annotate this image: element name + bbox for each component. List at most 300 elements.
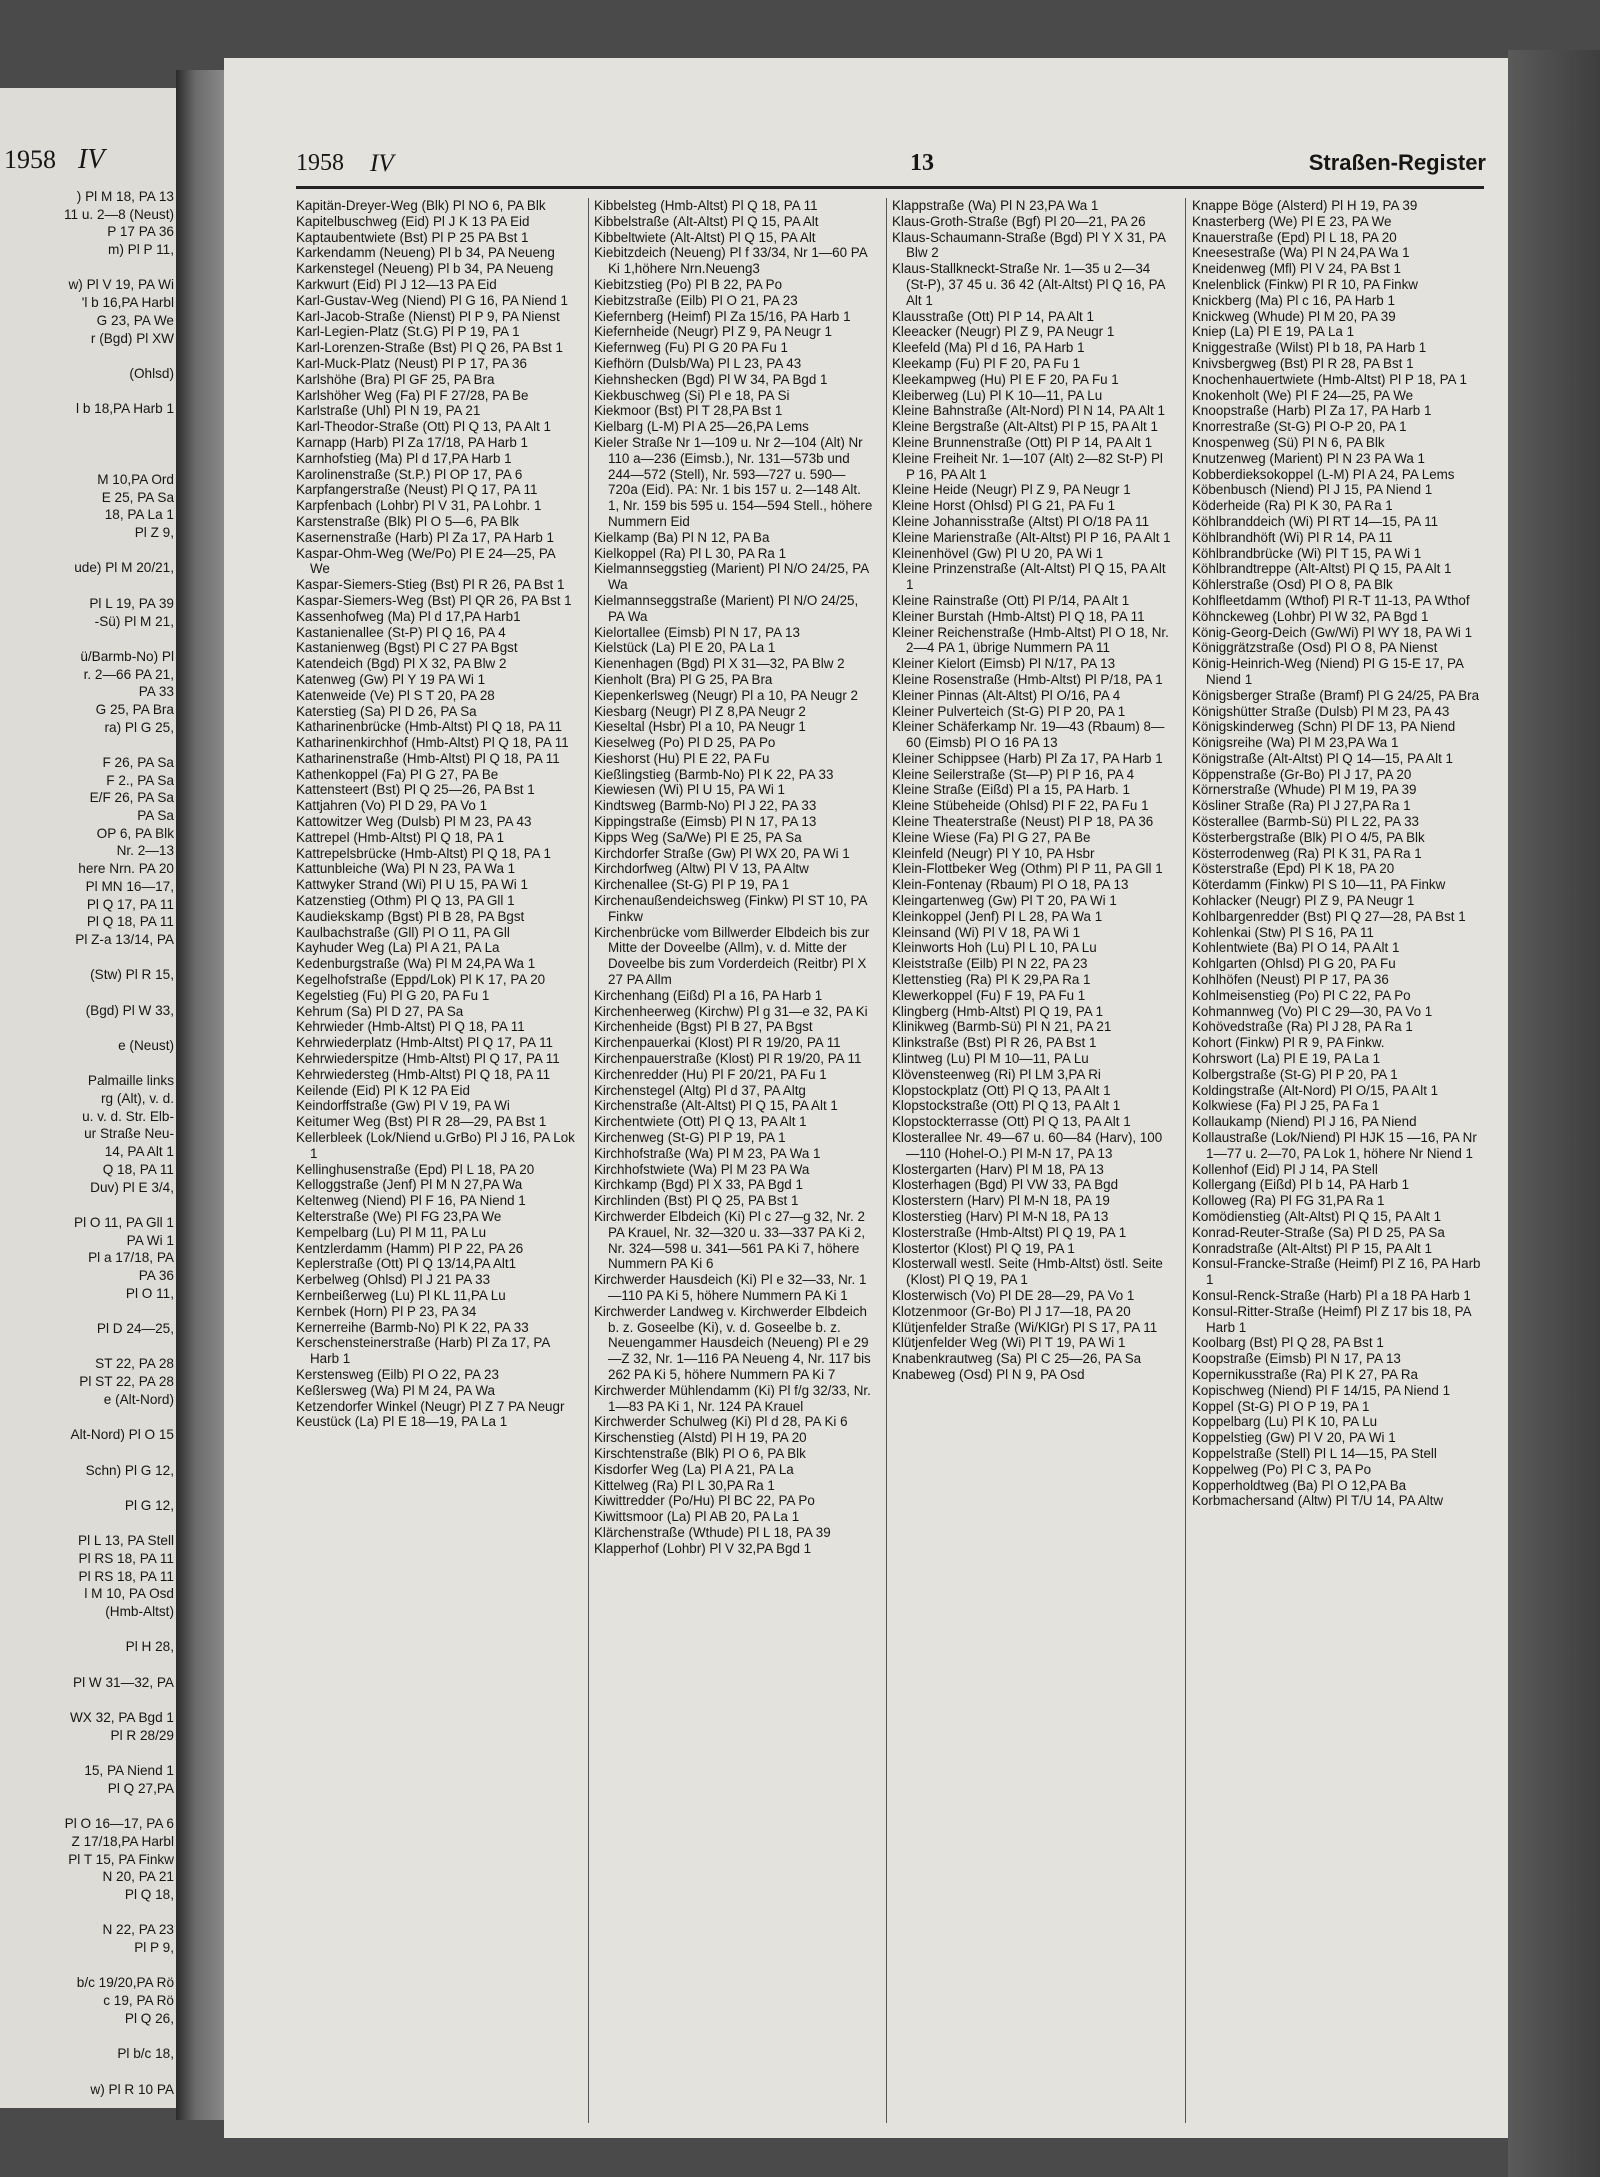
street-entry: Koppelstraße (Stell) Pl L 14—15, PA Stell <box>1192 1445 1437 1461</box>
left-page-line <box>0 1957 174 1975</box>
left-page-line: (Bgd) Pl W 33, <box>85 1002 174 1018</box>
street-entry: Kegelstieg (Fu) Pl G 20, PA Fu 1 <box>296 987 490 1003</box>
street-entry: Kleiner Pulverteich (St-G) Pl P 20, PA 1 <box>892 703 1126 719</box>
street-entry: Kohlentwiete (Ba) Pl O 14, PA Alt 1 <box>1192 940 1400 956</box>
street-entry: Klosterallee Nr. 49—67 u. 60—84 (Harv), 100—110 (Hohel-O.) Pl M-N 17, PA 13 <box>892 1130 1163 1161</box>
street-entry: König-Georg-Deich (Gw/Wi) Pl WY 18, PA Wi 1 <box>1192 624 1473 640</box>
left-page-line: -Sü) Pl M 21, <box>94 613 174 629</box>
street-entry: Kernbeißerweg (Lu) Pl KL 11,PA Lu <box>296 1287 506 1303</box>
street-entry: Kathenkoppel (Fa) Pl G 27, PA Be <box>296 766 499 782</box>
left-page-line: Pl b/c 18, <box>117 2046 174 2062</box>
street-entry: Kirchhofstwiete (Wa) Pl M 23 PA Wa <box>594 1161 810 1177</box>
street-entry: Kibbelsteg (Hmb-Altst) Pl Q 18, PA 11 <box>594 198 818 213</box>
street-entry: Keßlersweg (Wa) Pl M 24, PA Wa <box>296 1382 495 1398</box>
street-entry: Kempelbarg (Lu) Pl M 11, PA Lu <box>296 1224 487 1240</box>
left-page-line: Pl Z 9, <box>134 525 174 541</box>
left-page-line: OP 6, PA Blk <box>96 825 174 841</box>
left-page-line: 15, PA Niend 1 <box>84 1763 174 1779</box>
street-entry: Kirchenbrücke vom Billwerder Elbdeich bis zur Mitte der Doveelbe (Allm), v. d. Mitte der Doveelbe bis zum Vorderdeich (Reitbr) Pl X 27 PA Allm <box>594 924 870 988</box>
street-entry: Kaspar-Ohm-Weg (We/Po) Pl E 24—25, PA We <box>296 545 555 577</box>
street-entry: Kassenhofweg (Ma) Pl d 17,PA Harb1 <box>296 608 521 624</box>
left-page-line: ur Straße Neu- <box>84 1126 174 1142</box>
left-page-line: Pl Q 27,PA <box>107 1780 174 1796</box>
street-entry: Kirchenheerweg (Kirchw) Pl g 31—e 32, PA Ki <box>594 1003 868 1019</box>
header-year: 1958 <box>296 150 344 176</box>
left-page-line: 18, PA La 1 <box>104 507 174 523</box>
street-entry: Kniggestraße (Wilst) Pl b 18, PA Harb 1 <box>1192 340 1427 356</box>
street-entry: Kirchenheide (Bgst) Pl B 27, PA Bgst <box>594 1019 813 1035</box>
street-entry: Karpfenbach (Lohbr) Pl V 31, PA Lohbr. 1 <box>296 498 542 514</box>
register-columns <box>296 198 1486 2128</box>
left-page-line: l b 18,PA Harb 1 <box>76 401 174 417</box>
street-entry: Kattrepelsbrücke (Hmb-Altst) Pl Q 18, PA 1 <box>296 845 552 861</box>
left-page-line: Pl D 24—25, <box>96 1321 174 1336</box>
street-entry: Kollenhof (Eid) Pl J 14, PA Stell <box>1192 1161 1378 1177</box>
street-entry: Kleinsand (Wi) Pl V 18, PA Wi 1 <box>892 924 1081 940</box>
left-page-line: F 2., PA Sa <box>106 772 174 788</box>
street-entry: Kobberdieksokoppel (L-M) Pl A 24, PA Lems <box>1192 466 1455 482</box>
left-page-line: Pl W 31—32, PA <box>73 1674 174 1690</box>
street-entry: Koppelweg (Po) Pl C 3, PA Po <box>1192 1461 1372 1477</box>
street-entry: Kirschenstieg (Alstd) Pl H 19, PA 20 <box>594 1430 807 1446</box>
scan-background <box>1508 50 1600 2177</box>
left-page-line <box>0 453 174 471</box>
street-entry: Kleine Bahnstraße (Alt-Nord) Pl N 14, PA Alt 1 <box>892 403 1165 419</box>
street-entry: Knelenblick (Finkw) Pl R 10, PA Finkw <box>1192 276 1418 292</box>
street-entry: Kösterallee (Barmb-Sü) Pl L 22, PA 33 <box>1192 814 1420 830</box>
left-page-line: Pl O 11, PA Gll 1 <box>74 1214 174 1230</box>
left-page-line: ST 22, PA 28 <box>95 1356 174 1372</box>
left-page-lines <box>0 188 174 2098</box>
street-entry: Königshütter Straße (Dulsb) Pl M 23, PA 43 <box>1192 703 1450 719</box>
street-entry: Keitumer Weg (Bst) Pl R 28—29, PA Bst 1 <box>296 1114 547 1130</box>
register-column-2 <box>594 198 874 2123</box>
page-header <box>296 150 1486 188</box>
street-entry: Kirchenallee (St-G) Pl P 19, PA 1 <box>594 877 790 893</box>
street-entry: Kaulbachstraße (Gll) Pl O 11, PA Gll <box>296 924 510 940</box>
street-entry: Kehrwiedersteg (Hmb-Altst) Pl Q 18, PA 11 <box>296 1066 551 1082</box>
street-entry: Kiekbuschweg (Si) Pl e 18, PA Si <box>594 387 790 403</box>
street-entry: Kleine Johannisstraße (Altst) Pl O/18 PA 11 <box>892 513 1150 529</box>
street-entry: Kentzlerdamm (Hamm) Pl P 22, PA 26 <box>296 1240 524 1256</box>
register-column-4 <box>1192 198 1484 2123</box>
street-entry: Klappstraße (Wa) Pl N 23,PA Wa 1 <box>892 198 1099 213</box>
left-page-line: Pl H 28, <box>125 1639 174 1655</box>
street-entry: Kiepenkerlsweg (Neugr) Pl a 10, PA Neugr 2 <box>594 687 858 703</box>
street-entry: Knabenkrautweg (Sa) Pl C 25—26, PA Sa <box>892 1351 1142 1367</box>
left-page-line: F 26, PA Sa <box>102 755 174 770</box>
left-page-line <box>0 1745 174 1763</box>
left-page-line: ra) Pl G 25, <box>104 719 174 735</box>
street-entry: Kiefernweg (Fu) Pl G 20 PA Fu 1 <box>594 340 788 356</box>
street-entry: Kelterstraße (We) Pl FG 23,PA We <box>296 1209 502 1224</box>
street-entry: Klettenstieg (Ra) Pl K 29,PA Ra 1 <box>892 972 1091 988</box>
street-entry: Klostergarten (Harv) Pl M 18, PA 13 <box>892 1161 1104 1177</box>
street-entry: Karpfangerstraße (Neust) Pl Q 17, PA 11 <box>296 482 538 498</box>
header-volume: IV <box>370 150 394 177</box>
street-entry: Klövensteenweg (Ri) Pl LM 3,PA Ri <box>892 1066 1101 1082</box>
street-entry: Keindorffstraße (Gw) Pl V 19, PA Wi <box>296 1098 510 1114</box>
left-page-line: Duv) Pl E 3/4, <box>90 1179 174 1195</box>
street-entry: Karl-Gustav-Weg (Niend) Pl G 16, PA Niend 1 <box>296 292 568 308</box>
street-entry: Kirchwerder Elbdeich (Ki) Pl c 27—g 32, Nr. 2 PA Krauel, Nr. 32—320 u. 33—337 PA Ki 2, Nr. 324—598 u. 341—561 PA Ki 7, höhere Nummern PA Ki 6 <box>594 1209 866 1272</box>
left-page-line: E/F 26, PA Sa <box>89 790 174 806</box>
street-entry: Klinikweg (Barmb-Sü) Pl N 21, PA 21 <box>892 1019 1112 1035</box>
left-page-line <box>0 1621 174 1639</box>
street-entry: Koopstraße (Eimsb) Pl N 17, PA 13 <box>1192 1351 1401 1367</box>
street-entry: Kienholt (Bra) Pl G 25, PA Bra <box>594 671 773 687</box>
page-title: Straßen-Register <box>1308 150 1486 175</box>
street-entry: König-Heinrich-Weg (Niend) Pl G 15-E 17, PA Niend 1 <box>1192 656 1464 687</box>
street-entry: Klosterwall westl. Seite (Hmb-Altst) östl. Seite (Klost) Pl Q 19, PA 1 <box>892 1256 1163 1288</box>
street-entry: Klaus-Groth-Straße (Bgf) Pl 20—21, PA 26 <box>892 213 1146 229</box>
street-entry: Karstenstraße (Blk) Pl O 5—6, PA Blk <box>296 513 519 529</box>
street-entry: Kopischweg (Niend) Pl F 14/15, PA Niend 1 <box>1192 1382 1451 1398</box>
street-entry: Klostertor (Klost) Pl Q 19, PA 1 <box>892 1240 1075 1256</box>
street-entry: Knivsbergweg (Bst) Pl R 28, PA Bst 1 <box>1192 355 1414 371</box>
left-page-line: PA 36 <box>138 1267 174 1283</box>
street-entry: Klosterstraße (Hmb-Altst) Pl Q 19, PA 1 <box>892 1224 1127 1240</box>
street-entry: Kehrwieder (Hmb-Altst) Pl Q 18, PA 11 <box>296 1019 525 1035</box>
left-page-line <box>0 1798 174 1816</box>
street-entry: Köhlbranddeich (Wi) Pl RT 14—15, PA 11 <box>1192 513 1439 529</box>
left-page-line: E 25, PA Sa <box>101 489 174 505</box>
street-entry: Kleine Brunnenstraße (Ott) Pl P 14, PA Alt 1 <box>892 434 1153 450</box>
left-page-line: WX 32, PA Bgd 1 <box>69 1710 174 1726</box>
street-entry: Kleine Horst (Ohlsd) Pl G 21, PA Fu 1 <box>892 498 1116 514</box>
street-entry: Kirchenpauerstraße (Klost) Pl R 19/20, PA 11 <box>594 1051 862 1067</box>
street-entry: Kindtsweg (Barmb-No) Pl J 22, PA 33 <box>594 798 817 814</box>
street-entry: Knospenweg (Sü) Pl N 6, PA Blk <box>1192 434 1385 450</box>
left-page-line: rg (Alt), v. d. <box>100 1091 174 1107</box>
street-entry: Kirschtenstraße (Blk) Pl O 6, PA Blk <box>594 1445 806 1461</box>
street-entry: Kayhuder Weg (La) Pl A 21, PA La <box>296 940 500 956</box>
left-page-line: r. 2—66 PA 21, <box>83 666 174 682</box>
street-entry: Kerstensweg (Eilb) Pl O 22, PA 23 <box>296 1366 499 1382</box>
street-entry: Kirchenstegel (Altg) Pl d 37, PA Altg <box>594 1082 806 1098</box>
street-entry: Klingberg (Hmb-Altst) Pl Q 19, PA 1 <box>892 1003 1104 1019</box>
left-page-line: Pl Q 26, <box>124 2010 174 2026</box>
street-entry: Kollergang (Eißd) Pl b 14, PA Harb 1 <box>1192 1177 1410 1193</box>
street-entry: Karkenstegel (Neueng) Pl b 34, PA Neueng <box>296 261 554 277</box>
street-entry: Kleine Straße (Eißd) Pl a 15, PA Harb. 1 <box>892 782 1130 798</box>
left-page-line <box>0 1691 174 1709</box>
left-page-line <box>0 1444 174 1462</box>
left-page-line: Pl a 17/18, PA <box>88 1250 174 1266</box>
street-entry: Koolbarg (Bst) Pl Q 28, PA Bst 1 <box>1192 1335 1384 1351</box>
left-page-line: G 25, PA Bra <box>95 701 174 717</box>
street-entry: Kiefernberg (Heimf) Pl Za 15/16, PA Harb 1 <box>594 308 851 324</box>
street-entry: Koldingstraße (Alt-Nord) Pl O/15, PA Alt 1 <box>1192 1082 1439 1098</box>
street-entry: Knokenholt (We) Pl F 24—25, PA We <box>1192 387 1414 403</box>
street-entry: Kirchwerder Schulweg (Ki) Pl d 28, PA Ki 6 <box>594 1414 848 1430</box>
street-entry: Kollaukamp (Niend) Pl J 16, PA Niend <box>1192 1114 1417 1130</box>
street-entry: Kattowitzer Weg (Dulsb) Pl M 23, PA 43 <box>296 814 532 830</box>
left-page-line: 'l b 16,PA Harbl <box>81 295 174 311</box>
street-entry: Kopernikusstraße (Ra) Pl K 27, PA Ra <box>1192 1366 1418 1382</box>
left-page-line: Pl Q 18, PA 11 <box>86 914 174 930</box>
left-page-line <box>0 984 174 1002</box>
street-entry: Kohort (Finkw) Pl R 9, PA Finkw. <box>1192 1035 1385 1051</box>
street-entry: Kaptaubentwiete (Bst) Pl P 25 PA Bst 1 <box>296 229 529 245</box>
left-page-line: Palmaille links <box>87 1073 174 1089</box>
register-column-3 <box>892 198 1172 2123</box>
street-entry: Knoopstraße (Harb) Pl Za 17, PA Harb 1 <box>1192 403 1432 419</box>
street-entry: Konsul-Renck-Straße (Harb) Pl a 18 PA Harb 1 <box>1192 1287 1471 1303</box>
left-page-line: Pl L 19, PA 39 <box>89 595 174 611</box>
street-entry: Karl-Theodor-Straße (Ott) Pl Q 13, PA Alt 1 <box>296 419 552 435</box>
street-entry: Kiekmoor (Bst) Pl T 28,PA Bst 1 <box>594 403 783 419</box>
street-entry: Kohlfleetdamm (Wthof) Pl R-T 11-13, PA Wthof <box>1192 592 1470 608</box>
left-page-line <box>0 1019 174 1037</box>
street-entry: Kolloweg (Ra) Pl FG 31,PA Ra 1 <box>1192 1193 1385 1209</box>
street-entry: Kleekampweg (Hu) Pl E F 20, PA Fu 1 <box>892 371 1119 387</box>
left-page-line: PA Sa <box>137 808 174 824</box>
street-entry: Karl-Legien-Platz (St.G) Pl P 19, PA 1 <box>296 324 520 340</box>
street-entry: Kösterrodenweg (Ra) Pl K 31, PA Ra 1 <box>1192 845 1422 861</box>
street-entry: Kneidenweg (Mfl) Pl V 24, PA Bst 1 <box>1192 261 1401 277</box>
street-entry: Köppenstraße (Gr-Bo) Pl J 17, PA 20 <box>1192 766 1412 782</box>
street-entry: Ketzendorfer Winkel (Neugr) Pl Z 7 PA Neugr <box>296 1398 565 1414</box>
street-entry: Kohmannweg (Vo) Pl C 29—30, PA Vo 1 <box>1192 1003 1433 1019</box>
street-entry: Keplerstraße (Ott) Pl Q 13/14,PA Alt1 <box>296 1256 517 1272</box>
street-entry: Königsreihe (Wa) Pl M 23,PA Wa 1 <box>1192 735 1399 751</box>
left-page-line: Pl R 28/29 <box>110 1727 174 1743</box>
left-page-line: PA Wi 1 <box>126 1232 174 1248</box>
left-neighbour-page <box>0 88 176 2108</box>
street-entry: Kattrepel (Hmb-Altst) Pl Q 18, PA 1 <box>296 829 505 845</box>
left-page-line <box>0 949 174 967</box>
street-entry: Kienenhagen (Bgd) Pl X 31—32, PA Blw 2 <box>594 656 845 672</box>
street-entry: Karkendamm (Neueng) Pl b 34, PA Neueng <box>296 245 555 261</box>
street-entry: Kiwittredder (Po/Hu) Pl BC 22, PA Po <box>594 1493 815 1509</box>
street-entry: Keustück (La) Pl E 18—19, PA La 1 <box>296 1414 508 1430</box>
street-entry: Karl-Muck-Platz (Neust) Pl P 17, PA 36 <box>296 355 527 371</box>
street-entry: Kleiststraße (Eilb) Pl N 22, PA 23 <box>892 956 1088 972</box>
left-page-line: Pl MN 16—17, <box>85 878 174 894</box>
left-page-line: P 17 PA 36 <box>107 224 174 240</box>
street-entry: Katharinenkirchhof (Hmb-Altst) Pl Q 18, PA 11 <box>296 735 569 751</box>
street-entry: Kieler Straße Nr 1—109 u. Nr 2—104 (Alt) Nr 110 a—236 (Eimsb.), Nr. 131—573b und 244—572 (Stell), Nr. 593—727 u. 590—720a (Eid). PA: Nr. 1 bis 157 u. 2—148 Alt. 1, Nr. 159 bis 595 u. 154—594 Stell., höhere Nummern Eid <box>594 434 873 529</box>
left-page-line <box>0 347 174 365</box>
left-page-line <box>0 2063 174 2081</box>
left-page-line <box>0 1196 174 1214</box>
street-entry: Kirchlinden (Bst) Pl Q 25, PA Bst 1 <box>594 1193 799 1209</box>
street-entry: Kasernenstraße (Harb) Pl Za 17, PA Harb 1 <box>296 529 555 545</box>
left-page-line: N 22, PA 23 <box>102 1922 174 1938</box>
left-page-line: (Stw) Pl R 15, <box>90 967 174 983</box>
street-entry: Kleine Freiheit Nr. 1—107 (Alt) 2—82 St-P) Pl P 16, PA Alt 1 <box>892 450 1163 482</box>
left-page-line: e (Alt-Nord) <box>103 1391 174 1407</box>
street-entry: Klinkstraße (Bst) Pl R 26, PA Bst 1 <box>892 1035 1097 1051</box>
street-entry: Kollaustraße (Lok/Niend) Pl HJK 15 —16, PA Nr 1—77 u. 2—70, PA Lok 1, höhere Nr Niend 1 <box>1192 1130 1477 1161</box>
header-rule <box>296 186 1484 189</box>
left-page-line <box>0 436 174 454</box>
street-entry: Kaspar-Siemers-Stieg (Bst) Pl R 26, PA Bst 1 <box>296 577 565 593</box>
street-entry: Klintweg (Lu) Pl M 10—11, PA Lu <box>892 1051 1089 1067</box>
street-entry: Kiebitzdeich (Neueng) Pl f 33/34, Nr 1—60 PA Ki 1,höhere Nrn.Neueng3 <box>594 245 867 277</box>
street-entry: Kellinghusenstraße (Epd) Pl L 18, PA 20 <box>296 1161 535 1177</box>
left-page-line: Q 18, PA 11 <box>102 1161 174 1177</box>
street-entry: Kleinworts Hoh (Lu) Pl L 10, PA Lu <box>892 940 1097 956</box>
street-entry: Kösterbergstraße (Blk) Pl O 4/5, PA Blk <box>1192 829 1425 845</box>
street-entry: Kippingstraße (Eimsb) Pl N 17, PA 13 <box>594 814 817 830</box>
street-entry: Kleine Rosenstraße (Hmb-Altst) Pl P/18, PA 1 <box>892 671 1163 687</box>
left-page-line <box>0 542 174 560</box>
street-entry: Kirchwerder Mühlendamm (Ki) Pl f/g 32/33, Nr. 1—83 PA Ki 1, Nr. 124 PA Krauel <box>594 1382 871 1414</box>
left-page-line: PA 33 <box>138 684 174 700</box>
street-entry: Kösterstraße (Epd) Pl K 18, PA 20 <box>1192 861 1395 877</box>
left-page-line <box>0 1055 174 1073</box>
street-entry: Kohlhöfen (Neust) Pl P 17, PA 36 <box>1192 972 1389 988</box>
street-entry: Klärchenstraße (Wthude) Pl L 18, PA 39 <box>594 1524 831 1540</box>
street-entry: Kirchenstraße (Alt-Altst) Pl Q 15, PA Alt 1 <box>594 1098 838 1114</box>
left-page-line <box>0 630 174 648</box>
street-entry: Königskinderweg (Schn) Pl DF 13, PA Niend <box>1192 719 1456 735</box>
left-page-line: M 10,PA Ord <box>97 472 174 487</box>
street-entry: Konrad-Reuter-Straße (Sa) Pl D 25, PA Sa <box>1192 1224 1445 1240</box>
street-entry: Köderheide (Ra) Pl K 30, PA Ra 1 <box>1192 498 1393 514</box>
street-entry: Kleine Prinzenstraße (Alt-Altst) Pl Q 15, PA Alt 1 <box>892 561 1166 593</box>
street-entry: Kiefernheide (Neugr) Pl Z 9, PA Neugr 1 <box>594 324 832 340</box>
street-entry: Königgrätzstraße (Osd) Pl O 8, PA Nienst <box>1192 640 1438 656</box>
left-page-line <box>0 1656 174 1674</box>
street-entry: Klein-Flottbeker Weg (Othm) Pl P 11, PA Gll 1 <box>892 861 1163 877</box>
column-divider <box>886 198 887 2123</box>
street-entry: Karlstraße (Uhl) Pl N 19, PA 21 <box>296 403 481 419</box>
street-entry: Kleine Heide (Neugr) Pl Z 9, PA Neugr 1 <box>892 482 1131 498</box>
street-entry: Kleine Theaterstraße (Neust) Pl P 18, PA 36 <box>892 814 1154 830</box>
left-page-line: G 23, PA We <box>96 312 174 328</box>
left-page-line: Pl Q 17, PA 11 <box>86 896 174 912</box>
left-page-line <box>0 1904 174 1922</box>
street-entry: Kielkamp (Ba) Pl N 12, PA Ba <box>594 529 770 545</box>
left-page-line: ü/Barmb-No) Pl <box>80 648 174 664</box>
street-entry: Kleekamp (Fu) Pl F 20, PA Fu 1 <box>892 355 1081 371</box>
left-page-line: w) Pl V 19, PA Wi <box>68 277 174 293</box>
street-entry: Kibbeltwiete (Alt-Altst) Pl Q 15, PA Alt <box>594 229 816 245</box>
street-entry: Kohlgarten (Ohlsd) Pl G 20, PA Fu <box>1192 956 1396 972</box>
street-entry: Komödienstieg (Alt-Altst) Pl Q 15, PA Alt 1 <box>1192 1209 1442 1224</box>
register-page <box>224 58 1508 2138</box>
left-page-line <box>0 1408 174 1426</box>
street-entry: Kleiner Reichenstraße (Hmb-Altst) Pl O 18, Nr. 2—4 PA 1, übrige Nummern PA 11 <box>892 624 1169 656</box>
street-entry: Karnhofstieg (Ma) Pl d 17,PA Harb 1 <box>296 450 512 466</box>
street-entry: Kielortallee (Eimsb) Pl N 17, PA 13 <box>594 624 800 640</box>
left-page-line: m) Pl P 11, <box>108 242 174 258</box>
street-entry: Karnapp (Harb) Pl Za 17/18, PA Harb 1 <box>296 434 528 450</box>
left-page-line: w) Pl R 10 PA <box>90 2081 174 2097</box>
street-entry: Kielmannseggstraße (Marient) Pl N/O 24/25, PA Wa <box>594 592 859 624</box>
street-entry: Klaus-Stallkneckt-Straße Nr. 1—35 u 2—34 (St-P), 37 45 u. 36 42 (Alt-Altst) Pl Q 16, PA Alt 1 <box>892 261 1165 308</box>
street-entry: Klosterstieg (Harv) Pl M-N 18, PA 13 <box>892 1209 1109 1224</box>
left-page-line: here Nrn. PA 20 <box>78 861 174 877</box>
street-entry: Kleine Marienstraße (Alt-Altst) Pl P 16, PA Alt 1 <box>892 529 1171 545</box>
street-entry: Köhlbrandhöft (Wi) Pl R 14, PA 11 <box>1192 529 1393 545</box>
street-entry: Königstraße (Alt-Altst) Pl Q 14—15, PA Alt 1 <box>1192 750 1453 766</box>
street-entry: Klausstraße (Ott) Pl P 14, PA Alt 1 <box>892 308 1094 324</box>
street-entry: Kohlenkai (Stw) Pl S 16, PA 11 <box>1192 924 1374 940</box>
left-page-line: Pl L 13, PA Stell <box>78 1533 174 1549</box>
left-page-line: e (Neust) <box>118 1038 174 1053</box>
street-entry: Kohlacker (Neugr) Pl Z 9, PA Neugr 1 <box>1192 893 1415 909</box>
street-entry: Karl-Jacob-Straße (Nienst) Pl P 9, PA Nienst <box>296 308 560 324</box>
street-entry: Katenweide (Ve) Pl S T 20, PA 28 <box>296 687 495 703</box>
street-entry: Kattjahren (Vo) Pl D 29, PA Vo 1 <box>296 798 488 814</box>
left-page-line: Pl ST 22, PA 28 <box>79 1374 174 1390</box>
left-page-line: 14, PA Alt 1 <box>104 1144 174 1160</box>
street-entry: Katharinenstraße (Hmb-Altst) Pl Q 18, PA 11 <box>296 750 560 766</box>
street-entry: Kieseltal (Hsbr) Pl a 10, PA Neugr 1 <box>594 719 806 735</box>
street-entry: Klosterhagen (Bgd) Pl VW 33, PA Bgd <box>892 1177 1119 1193</box>
street-entry: Kirchkamp (Bgd) Pl X 33, PA Bgd 1 <box>594 1177 803 1193</box>
book-gutter <box>176 70 224 2120</box>
left-page-line: Pl Z-a 13/14, PA <box>75 931 174 947</box>
street-entry: Konsul-Francke-Straße (Heimf) Pl Z 16, PA Harb 1 <box>1192 1256 1481 1288</box>
street-entry: Kiebitzstieg (Po) Pl B 22, PA Po <box>594 276 783 292</box>
street-entry: Kleiner Schäferkamp Nr. 19—43 (Rbaum) 8—60 (Eimsb) Pl O 16 PA 13 <box>892 719 1165 751</box>
street-entry: Kirchdorfer Straße (Gw) Pl WX 20, PA Wi 1 <box>594 845 850 861</box>
street-entry: Knutzenweg (Marient) Pl N 23 PA Wa 1 <box>1192 450 1425 466</box>
street-entry: Konsul-Ritter-Straße (Heimf) Pl Z 17 bis 18, PA Harb 1 <box>1192 1303 1471 1335</box>
street-entry: Kiwittsmoor (La) Pl AB 20, PA La 1 <box>594 1509 800 1525</box>
street-entry: Kohlbargenredder (Bst) Pl Q 27—28, PA Bst 1 <box>1192 908 1466 924</box>
left-page-line: Pl RS 18, PA 11 <box>78 1550 174 1566</box>
street-entry: Kieselweg (Po) Pl D 25, PA Po <box>594 735 776 751</box>
street-entry: Knochenhauertwiete (Hmb-Altst) Pl P 18, PA 1 <box>1192 371 1467 387</box>
street-entry: Kirchwerder Landweg v. Kirchwerder Elbdeich b. z. Goseelbe (Ki), v. d. Goseelbe b. z. Neuengammer Hausdeich (Neueng) Pl e 29—Z 32, Nr. 1—116 PA Neueng 4, Nr. 117 bis 262 PA Ki 5, höhere Nummern PA Ki 7 <box>594 1303 871 1382</box>
street-entry: Köhnckeweg (Lohbr) Pl W 32, PA Bgd 1 <box>1192 608 1429 624</box>
street-entry: Kirchwerder Hausdeich (Ki) Pl e 32—33, Nr. 1—110 PA Ki 5, höhere Nummern PA Ki 1 <box>594 1272 867 1303</box>
street-entry: Köterdamm (Finkw) Pl S 10—11, PA Finkw <box>1192 877 1446 893</box>
left-page-line <box>0 577 174 595</box>
street-entry: Katerstieg (Sa) Pl D 26, PA Sa <box>296 703 477 719</box>
street-entry: Knabeweg (Osd) Pl N 9, PA Osd <box>892 1366 1085 1382</box>
street-entry: Klosterstern (Harv) Pl M-N 18, PA 19 <box>892 1193 1110 1209</box>
street-entry: Kleine Bergstraße (Alt-Altst) Pl P 15, PA Alt 1 <box>892 419 1158 435</box>
street-entry: Karlshöhe (Bra) Pl GF 25, PA Bra <box>296 371 495 387</box>
street-entry: Kittelweg (Ra) Pl L 30,PA Ra 1 <box>594 1477 775 1493</box>
street-entry: Kopperholdtweg (Ba) Pl O 12,PA Ba <box>1192 1477 1407 1493</box>
left-page-line: Pl P 9, <box>134 1940 174 1956</box>
street-entry: Kniep (La) Pl E 19, PA La 1 <box>1192 324 1355 340</box>
street-entry: Kattensteert (Bst) Pl Q 25—26, PA Bst 1 <box>296 782 535 798</box>
left-page-volume: IV <box>78 144 105 175</box>
street-entry: Kattunbleiche (Wa) Pl N 23, PA Wa 1 <box>296 861 516 877</box>
street-entry: Klopstockstraße (Ott) Pl Q 13, PA Alt 1 <box>892 1098 1121 1114</box>
left-page-line <box>0 736 174 754</box>
street-entry: Kapitän-Dreyer-Weg (Blk) Pl NO 6, PA Blk <box>296 198 546 213</box>
street-entry: Kirchenpauerkai (Klost) Pl R 19/20, PA 11 <box>594 1035 841 1051</box>
street-entry: Katzenstieg (Othm) Pl Q 13, PA Gll 1 <box>296 893 515 909</box>
street-entry: Kipps Weg (Sa/We) Pl E 25, PA Sa <box>594 829 802 845</box>
street-entry: Kleine Wiese (Fa) Pl G 27, PA Be <box>892 829 1091 845</box>
street-entry: Kleeacker (Neugr) Pl Z 9, PA Neugr 1 <box>892 324 1115 340</box>
left-page-line: Alt-Nord) Pl O 15 <box>70 1427 174 1443</box>
left-page-line <box>0 383 174 401</box>
left-page-line: (Hmb-Altst) <box>105 1604 174 1619</box>
street-entry: Karkwurt (Eid) Pl J 12—13 PA Eid <box>296 276 497 292</box>
street-entry: Kirchenaußendeichsweg (Finkw) Pl ST 10, PA Finkw <box>594 893 867 924</box>
left-page-line <box>0 1302 174 1320</box>
street-entry: Kleine Seilerstraße (St—P) Pl P 16, PA 4 <box>892 766 1135 782</box>
street-entry: Kohlmeisenstieg (Po) Pl C 22, PA Po <box>1192 987 1411 1003</box>
street-entry: Kelloggstraße (Jenf) Pl M N 27,PA Wa <box>296 1177 523 1193</box>
left-page-line <box>0 2028 174 2046</box>
column-divider <box>1185 198 1186 2123</box>
street-entry: Kielmannseggstieg (Marient) Pl N/O 24/25, PA Wa <box>594 561 869 593</box>
left-page-line: (Ohlsd) <box>129 365 174 381</box>
